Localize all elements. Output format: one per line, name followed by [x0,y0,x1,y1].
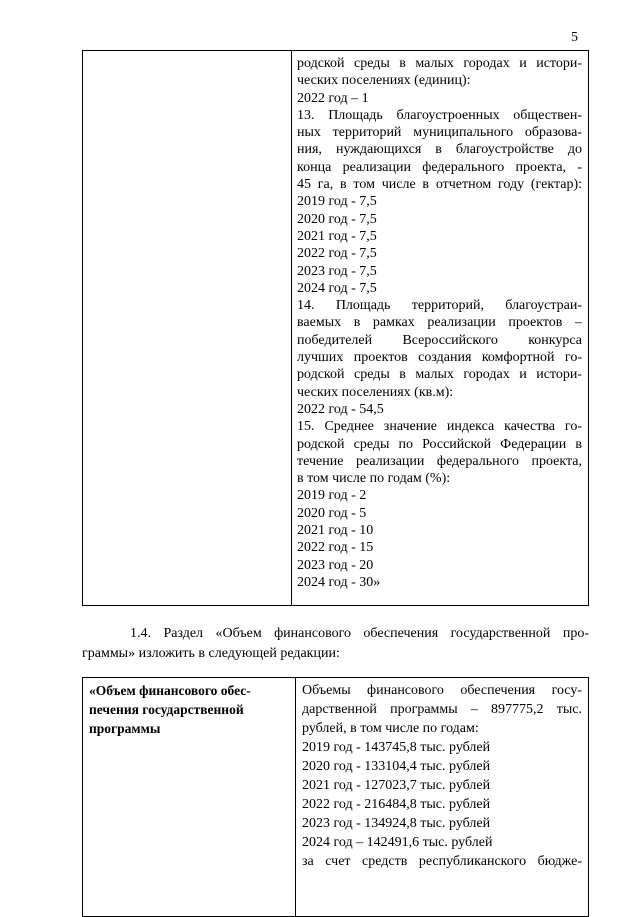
text-line: родской среды в малых городах и истори- [297,367,582,383]
text-line: 2022 год - 7,5 [297,246,377,262]
text-line: 2022 год - 216484,8 тыс. рублей [302,797,491,812]
text-line: 2022 год – 1 [297,90,369,106]
text-line: 2024 год - 30» [297,574,381,590]
text-line: 2023 год - 7,5 [297,263,377,279]
text-line: ческих поселениях (кв.м): [297,384,454,400]
funding-table [82,677,589,917]
page-number: 5 [571,30,578,45]
text-line: 2020 год - 5 [297,505,367,521]
text-line: 2019 год - 143745,8 тыс. рублей [302,740,491,755]
text-line: 2019 год - 7,5 [297,194,377,210]
text-line: 15. Среднее значение индекса качества го- [297,419,582,435]
text-line: течение реализации федерального проекта, [297,453,582,469]
text-line: 2020 год - 7,5 [297,211,377,227]
text-line: в том числе по годам (%): [297,471,451,487]
amendment-paragraph [82,624,589,664]
paragraph-line: 1.4. Раздел «Объем финансового обеспечения государственной про- [130,626,589,641]
text-line: 2024 год – 142491,6 тыс. рублей [302,835,493,850]
text-line: 14. Площадь территорий, благоустраи- [297,298,582,314]
label-line: программы [89,721,161,736]
text-line: конца реализации федерального проекта, - [297,159,582,175]
text-line: ваемых в рамках реализации проектов – [297,315,582,331]
text-line: родской среды по Российской Федерации в [297,436,582,452]
text-line: 2023 год - 20 [297,557,374,573]
indicators-values-cell [297,55,582,591]
paragraph-line: граммы» изложить в следующей редакции: [82,646,340,661]
text-line: ния, нуждающихся в благоустройстве до [297,142,582,158]
text-line: лучших проектов создания комфортной го- [297,350,582,366]
text-line: 2022 год - 15 [297,540,374,556]
text-line: 13. Площадь благоустроенных обществен- [297,107,582,123]
text-line: 2022 год - 54,5 [297,401,384,417]
label-line: печения государственной [89,702,244,717]
text-line: победителей Всероссийского конкурса [297,332,582,348]
text-line: ческих поселениях (единиц): [297,73,471,89]
funding-values-cell [302,681,582,871]
table-column-divider [295,678,296,916]
text-line: 2023 год - 134924,8 тыс. рублей [302,816,491,831]
text-line: 2021 год - 10 [297,523,374,539]
text-line: 2024 год - 7,5 [297,280,377,296]
table-column-divider [291,51,292,605]
text-line: 45 га, в том числе в отчетном году (гектар): [297,177,582,193]
text-line: 2021 год - 7,5 [297,228,377,244]
text-line: ных территорий муниципального образова- [297,125,582,141]
text-line: 2021 год - 127023,7 тыс. рублей [302,778,491,793]
text-line: за счет средств республиканского бюдже- [302,854,582,869]
text-line: дарственной программы – 897775,2 тыс. [302,702,582,717]
text-line: 2019 год - 2 [297,488,367,504]
text-line: родской среды в малых городах и истори- [297,56,582,71]
label-line: «Объем финансового обес- [89,683,251,698]
indicators-table [82,50,589,606]
text-line: рублей, в том числе по годам: [302,721,479,736]
text-line: Объемы финансового обеспечения госу- [302,683,582,698]
funding-label-cell [89,681,289,738]
text-line: 2020 год - 133104,4 тыс. рублей [302,759,491,774]
